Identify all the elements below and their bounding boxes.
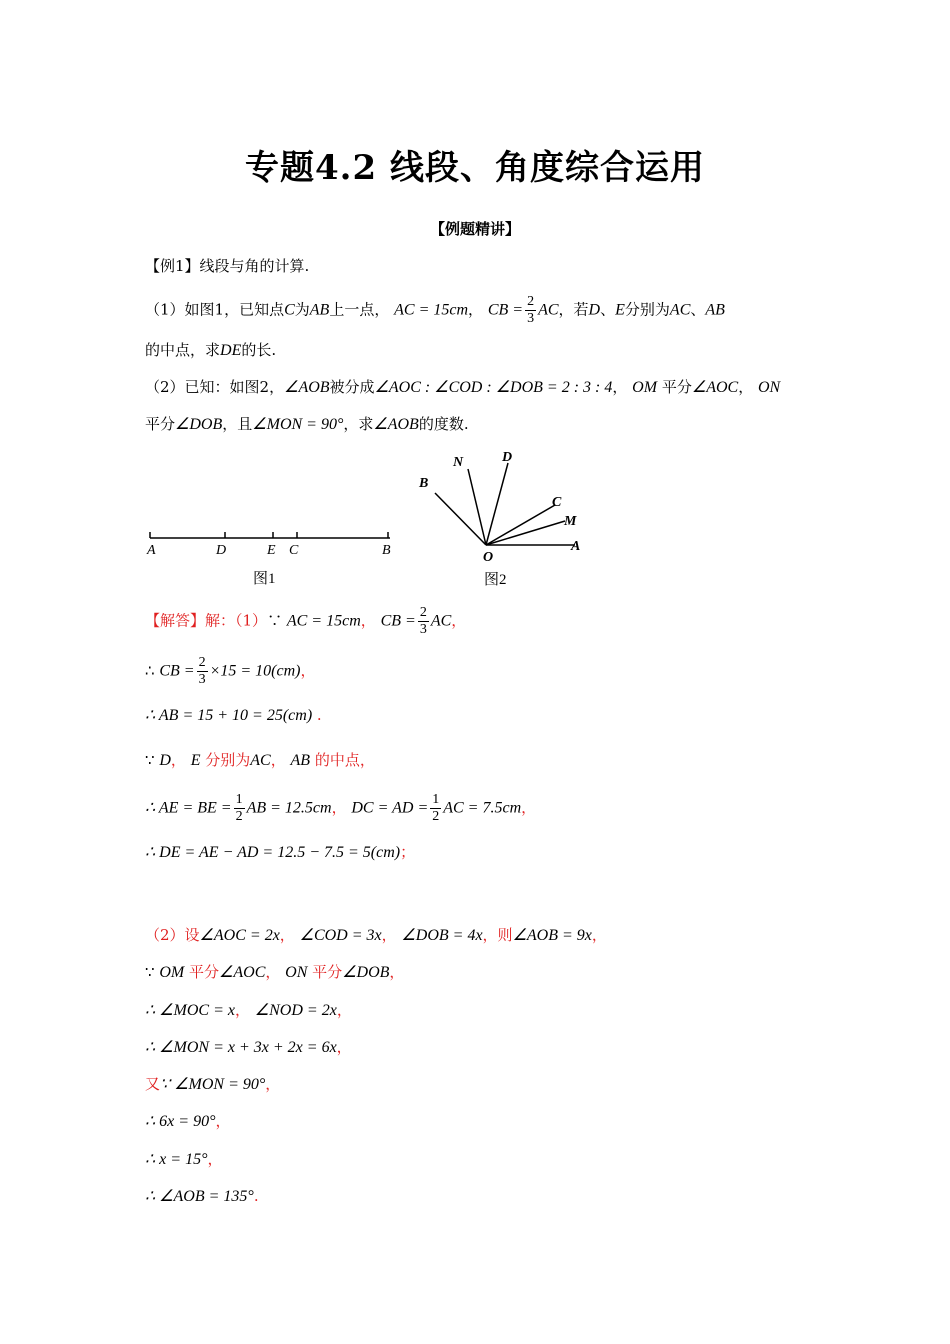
q1-segment-ab: AB	[309, 301, 330, 319]
q1-text: 为	[294, 300, 310, 319]
q1-segment-ac: AC	[669, 301, 691, 319]
q1-sep: ，	[468, 300, 484, 319]
sol-ray-om: OM	[159, 964, 185, 981]
sol-sep: ，	[300, 661, 316, 680]
fig2-label-m: M	[564, 514, 577, 529]
q2-angle-aob: ∠AOB	[373, 416, 419, 433]
q2-ray-on: ON	[758, 379, 781, 396]
q1-point-d: D	[588, 301, 601, 319]
ray-oc	[486, 505, 555, 545]
solution-2-line-1	[145, 925, 607, 946]
solution-2-line-3	[145, 1000, 352, 1021]
fig1-label-e: E	[267, 543, 276, 558]
q2-text: 平分	[145, 415, 176, 433]
frac-num: 2	[198, 655, 206, 670]
solution-2-line-4	[145, 1037, 352, 1058]
sol-eq: AC = 7.5cm	[443, 799, 522, 817]
sol-segment: AC	[250, 752, 271, 769]
sol-sep: .	[316, 706, 322, 724]
example-tag: 【例1】	[145, 257, 200, 275]
q2-text: ，	[738, 378, 754, 396]
sol-eq: ∴ ∠AOB = 135°	[145, 1188, 254, 1205]
sol-sep: ，	[336, 1001, 352, 1019]
fig2-label-o: O	[483, 550, 494, 565]
q1-segment-de: DE	[220, 342, 242, 359]
solution-text: 平分	[189, 963, 220, 981]
sol-point-d: D	[159, 752, 171, 769]
solution-line-3	[145, 705, 322, 726]
q2-text: 平分	[661, 378, 692, 396]
solution-2-line-6	[145, 1111, 231, 1132]
fig1-label-d: D	[216, 543, 227, 558]
q2-angle-aob: ∠AOB	[284, 379, 330, 396]
because-symbol: ∵	[267, 611, 283, 630]
ray-on	[468, 469, 486, 545]
because-symbol: ∵	[145, 963, 155, 981]
fig1-caption: 图1	[253, 571, 276, 587]
sol-eq: ∠AOC	[219, 964, 266, 981]
therefore-symbol: ∴	[145, 661, 155, 680]
q2-angle-aoc: ∠AOC	[691, 379, 739, 396]
q1-text: （1）如图1，已知点	[145, 300, 285, 319]
example-intro	[145, 256, 309, 276]
sol-eq: CB =	[380, 612, 416, 630]
fig2-label-d: D	[502, 450, 513, 465]
q1-text: 上一点，	[329, 300, 390, 319]
sol-eq: CB =	[159, 662, 195, 680]
sol-sep: ，	[336, 1038, 352, 1056]
solution-2-line-7	[145, 1149, 223, 1170]
fig2-label-b: B	[419, 476, 429, 491]
sol-eq: ∠COD = 3x	[299, 927, 382, 944]
question-1-line-1	[145, 294, 725, 327]
sol-eq: DC = AD =	[351, 799, 429, 817]
sol-eq: AB = 12.5cm	[246, 799, 332, 817]
sol-sep: ，	[234, 1001, 250, 1019]
sol-eq: ∴ AE = BE =	[145, 799, 232, 817]
page-title: 专题4.2 线段、角度综合运用	[245, 148, 705, 188]
sol-sep: ，	[360, 611, 376, 630]
solution-text: 解：（1）	[205, 611, 268, 630]
q1-text: 、	[690, 300, 706, 319]
solution-text: 又	[145, 1075, 161, 1093]
sol-eq: ×15 = 10(cm)	[209, 662, 301, 680]
sol-sep: ，	[215, 1112, 231, 1130]
fig2-label-a: A	[571, 539, 581, 554]
sol-fraction	[234, 792, 245, 825]
question-2-line-1	[145, 377, 780, 398]
q2-text: ，	[612, 378, 628, 396]
sol-eq: ∴ ∠MON = x + 3x + 2x = 6x	[145, 1039, 337, 1056]
sol-eq: ∴ AB = 15 + 10 = 25(cm)	[145, 707, 313, 724]
sol-eq: ∠AOB = 9x	[512, 927, 592, 944]
sol-sep: ，	[270, 751, 286, 769]
solution-line-1	[145, 605, 466, 638]
section-heading: 【例题精讲】	[429, 220, 520, 238]
solution-text: （2）设	[145, 926, 200, 944]
fig2-label-n: N	[453, 455, 464, 470]
q1-segment-ab: AB	[705, 301, 725, 319]
sol-eq: ∴ 6x = 90°	[145, 1113, 216, 1130]
q2-text: ，且	[222, 415, 253, 433]
q1-point-e: E	[615, 301, 625, 319]
frac-den: 3	[198, 672, 206, 687]
figure-1-segment	[140, 520, 400, 590]
sol-sep: ，	[170, 751, 186, 769]
fig2-label-c: C	[552, 495, 562, 510]
ray-ob	[435, 493, 486, 545]
solution-text: 分别为	[205, 751, 251, 769]
question-1-line-2	[145, 340, 276, 361]
solution-line-6	[145, 842, 415, 863]
sol-sep: .	[253, 1187, 259, 1205]
sol-sep: ，	[279, 926, 295, 944]
solution-tag: 【解答】	[145, 611, 206, 630]
sol-sep: ，	[331, 798, 347, 817]
ray-om	[486, 521, 565, 545]
fig1-label-c: C	[289, 543, 299, 558]
question-2-line-2	[145, 414, 469, 435]
sol-eq: ∠DOB	[342, 964, 390, 981]
fig1-label-a: A	[147, 543, 156, 558]
q2-ray-om: OM	[632, 379, 658, 396]
sol-eq: ∵ ∠MON = 90°	[160, 1076, 266, 1093]
sol-eq: ∴ x = 15°	[145, 1151, 208, 1168]
frac-num: 2	[419, 605, 427, 620]
example-intro-text: 线段与角的计算.	[199, 257, 310, 275]
q1-eq-cb-left: CB =	[487, 301, 524, 319]
solution-line-4	[145, 750, 375, 771]
q2-text: 的度数.	[418, 415, 469, 433]
solution-line-5	[145, 792, 536, 825]
q2-angle-mon: ∠MON = 90°	[252, 416, 344, 433]
because-symbol: ∵	[145, 751, 155, 769]
sol-eq: ∴ DE = AE − AD = 12.5 − 7.5 = 5(cm)	[145, 844, 401, 861]
q1-eq-cb-right: AC	[538, 301, 559, 319]
sol-sep: ，	[389, 963, 405, 981]
sol-ray-on: ON	[285, 964, 308, 981]
sol-sep: ，	[381, 926, 397, 944]
q1-eq-ac: AC = 15cm	[394, 301, 469, 319]
sol-sep: ，	[521, 798, 537, 817]
q1-frac-den: 3	[527, 311, 535, 326]
ray-od	[486, 463, 508, 545]
figure-2-angles	[410, 445, 600, 590]
q1-fraction	[525, 294, 536, 327]
q1-point-c: C	[284, 301, 295, 319]
solution-line-2	[145, 655, 316, 688]
sol-eq: ∴ ∠MOC = x	[145, 1002, 235, 1019]
sol-eq: AC	[430, 612, 452, 630]
solution-2-line-8	[145, 1186, 259, 1207]
sol-eq: ∠AOC = 2x	[199, 927, 280, 944]
sol-sep: ，	[591, 926, 607, 944]
q2-text: ，求	[343, 415, 374, 433]
sol-fraction	[418, 605, 429, 638]
sol-sep: ，	[207, 1150, 223, 1168]
q2-text: 被分成	[329, 378, 375, 396]
sol-sep: ，	[451, 611, 467, 630]
q1-text: 的中点，求	[145, 341, 221, 359]
solution-2-line-5	[145, 1074, 280, 1095]
sol-segment: AB	[290, 752, 311, 769]
fig2-caption: 图2	[484, 572, 507, 588]
q1-text: 分别为	[624, 300, 670, 319]
sol-fraction	[197, 655, 208, 688]
sol-eq: ∠DOB = 4x	[401, 927, 483, 944]
sol-eq: ∠NOD = 2x	[254, 1002, 337, 1019]
sol-eq: AC = 15cm	[286, 612, 361, 630]
q1-text: 、	[600, 300, 616, 319]
sol-sep: ，	[265, 963, 281, 981]
solution-text: 平分	[312, 963, 343, 981]
fig1-label-b: B	[382, 543, 391, 558]
q1-text: 的长.	[241, 341, 277, 359]
solution-2-line-2	[145, 962, 404, 983]
frac-den: 2	[235, 809, 243, 824]
solution-text: ，则	[482, 926, 513, 944]
q1-text: ，若	[558, 300, 589, 319]
frac-den: 3	[419, 622, 427, 637]
q2-text: （2）已知：如图2，	[145, 378, 285, 396]
solution-text: 的中点，	[314, 751, 375, 769]
q2-ratio: ∠AOC : ∠COD : ∠DOB = 2 : 3 : 4	[374, 379, 613, 396]
sol-fraction	[430, 792, 441, 825]
sol-sep: ，	[265, 1075, 281, 1093]
sol-point-e: E	[190, 752, 201, 769]
q1-frac-num: 2	[527, 294, 535, 309]
frac-den: 2	[432, 809, 440, 824]
q2-angle-dob: ∠DOB	[175, 416, 223, 433]
sol-sep: ；	[400, 843, 416, 861]
frac-num: 1	[235, 792, 243, 807]
frac-num: 1	[432, 792, 440, 807]
